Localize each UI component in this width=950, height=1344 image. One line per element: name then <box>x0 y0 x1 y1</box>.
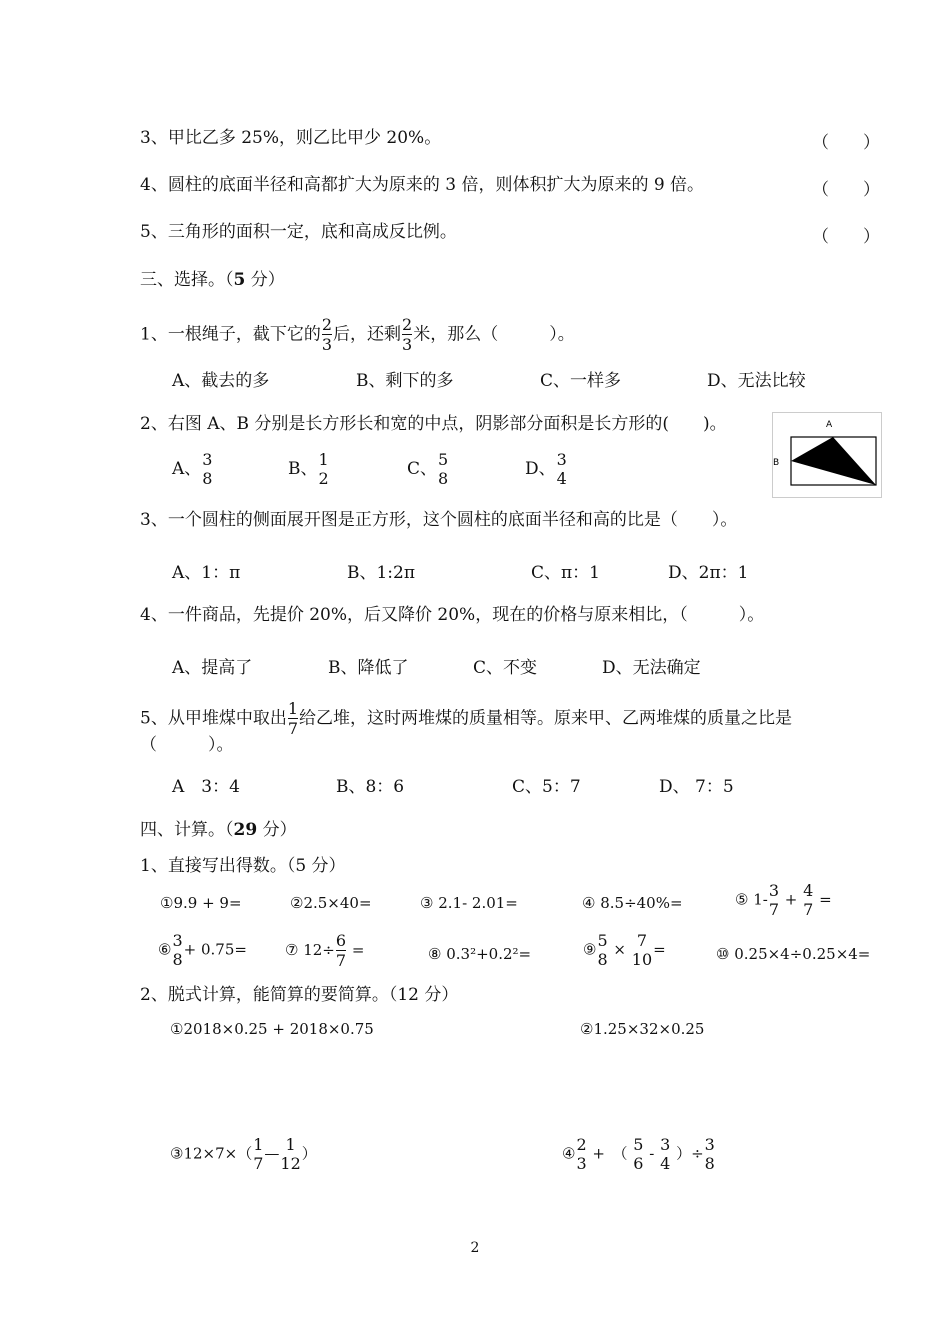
calc-item-2: ②2.5×40= <box>290 894 372 912</box>
q4-option-d[interactable]: D、无法确定 <box>602 658 701 678</box>
section-4-title: 四、计算。（29 分） <box>140 820 297 840</box>
section-3-title: 三、选择。（5 分） <box>140 270 285 290</box>
choice-q5-text: 5、从甲堆煤中取出 $\frac{1}{7}$ 给乙堆，这时两堆煤的质量相等。原来甲、乙两堆煤的质量之比是 <box>140 699 793 738</box>
q1-option-a[interactable]: A、截去的多 <box>172 371 270 391</box>
judge-3-paren[interactable]: （ ） <box>812 133 880 153</box>
calc2-expr-3: ③12×7×（ 1 7 — 1 12 ） <box>170 1135 317 1173</box>
q4-option-c[interactable]: C、不变 <box>473 658 538 678</box>
calc-item-9: ⑨ 5 8 × 7 10 = <box>583 931 666 969</box>
judge-4-paren[interactable]: （ ） <box>812 180 880 200</box>
q2-option-a[interactable]: A、 3 8 <box>172 450 213 488</box>
calc-item-5: ⑤ 1- 3 7 + 4 7 = <box>735 881 832 919</box>
calc1-title: 1、直接写出得数。（5 分） <box>140 856 346 876</box>
calc-item-1: ①9.9 + 9= <box>160 894 242 912</box>
calc-item-7: ⑦ 12÷ $\frac{6}{7}$ = <box>285 931 365 970</box>
calc2-expr-2: ②1.25×32×0.25 <box>580 1020 705 1038</box>
q4-option-b[interactable]: B、降低了 <box>328 658 409 678</box>
q2-option-c[interactable]: C、 5 8 <box>407 450 449 488</box>
choice-q2-text: 2、右图 A、B 分别是长方形长和宽的中点，阴影部分面积是长方形的( )。 <box>140 414 727 434</box>
q4-option-a[interactable]: A、提高了 <box>172 658 253 678</box>
q2-option-b[interactable]: B、 1 2 <box>288 450 329 488</box>
figure-label-b: B <box>773 458 780 468</box>
choice-q1: 1、一根绳子，截下它的 $\frac{2}{3}$ 后，还剩 $\frac{2}{3}$ 米，那么（ ）。 <box>140 315 575 354</box>
judge-5-text: 5、三角形的面积一定，底和高成反比例。 <box>140 222 457 242</box>
choice-q5-answer[interactable]: （ ）。 <box>140 735 234 755</box>
rectangle-figure <box>772 412 882 498</box>
q3-option-d[interactable]: D、2π：1 <box>668 563 749 583</box>
calc2-expr-4: ④ 2 3 + （ 5 6 - 3 4 ）÷ 3 8 <box>562 1135 715 1173</box>
judge-5-paren[interactable]: （ ） <box>812 227 880 247</box>
judge-4-text: 4、圆柱的底面半径和高都扩大为原来的 3 倍，则体积扩大为原来的 9 倍。 <box>140 175 705 195</box>
q1-option-c[interactable]: C、一样多 <box>540 371 622 391</box>
q1-option-b[interactable]: B、剩下的多 <box>356 371 454 391</box>
q2-option-d[interactable]: D、 3 4 <box>525 450 567 488</box>
q3-option-a[interactable]: A、1：π <box>172 563 241 583</box>
calc-item-4: ④ 8.5÷40%= <box>582 894 683 912</box>
calc-item-10: ⑩ 0.25×4÷0.25×4= <box>716 945 871 963</box>
q5-option-d[interactable]: D、 7：5 <box>659 777 734 797</box>
figure-label-a: A <box>826 420 833 430</box>
q5-option-a[interactable]: A 3：4 <box>172 777 240 797</box>
q3-option-b[interactable]: B、1:2π <box>347 563 416 583</box>
q5-option-b[interactable]: B、8：6 <box>336 777 405 797</box>
calc2-title: 2、脱式计算，能简算的要简算。（12 分） <box>140 985 459 1005</box>
page-number: 2 <box>470 1240 480 1256</box>
judge-3-text: 3、甲比乙多 25%，则乙比甲少 20%。 <box>140 128 442 148</box>
choice-q4-text: 4、一件商品，先提价 20%，后又降价 20%，现在的价格与原来相比，（ ）。 <box>140 605 765 625</box>
q5-option-c[interactable]: C、5：7 <box>512 777 581 797</box>
choice-q3-text: 3、一个圆柱的侧面展开图是正方形，这个圆柱的底面半径和高的比是（ ）。 <box>140 510 738 530</box>
calc-item-6: ⑥ 3 8 + 0.75= <box>158 931 247 969</box>
calc-item-3: ③ 2.1- 2.01= <box>420 894 518 912</box>
q3-option-c[interactable]: C、π：1 <box>531 563 600 583</box>
q1-option-d[interactable]: D、无法比较 <box>707 371 806 391</box>
calc-item-8: ⑧ 0.3²+0.2²= <box>428 945 532 963</box>
calc2-expr-1: ①2018×0.25 + 2018×0.75 <box>170 1020 374 1038</box>
